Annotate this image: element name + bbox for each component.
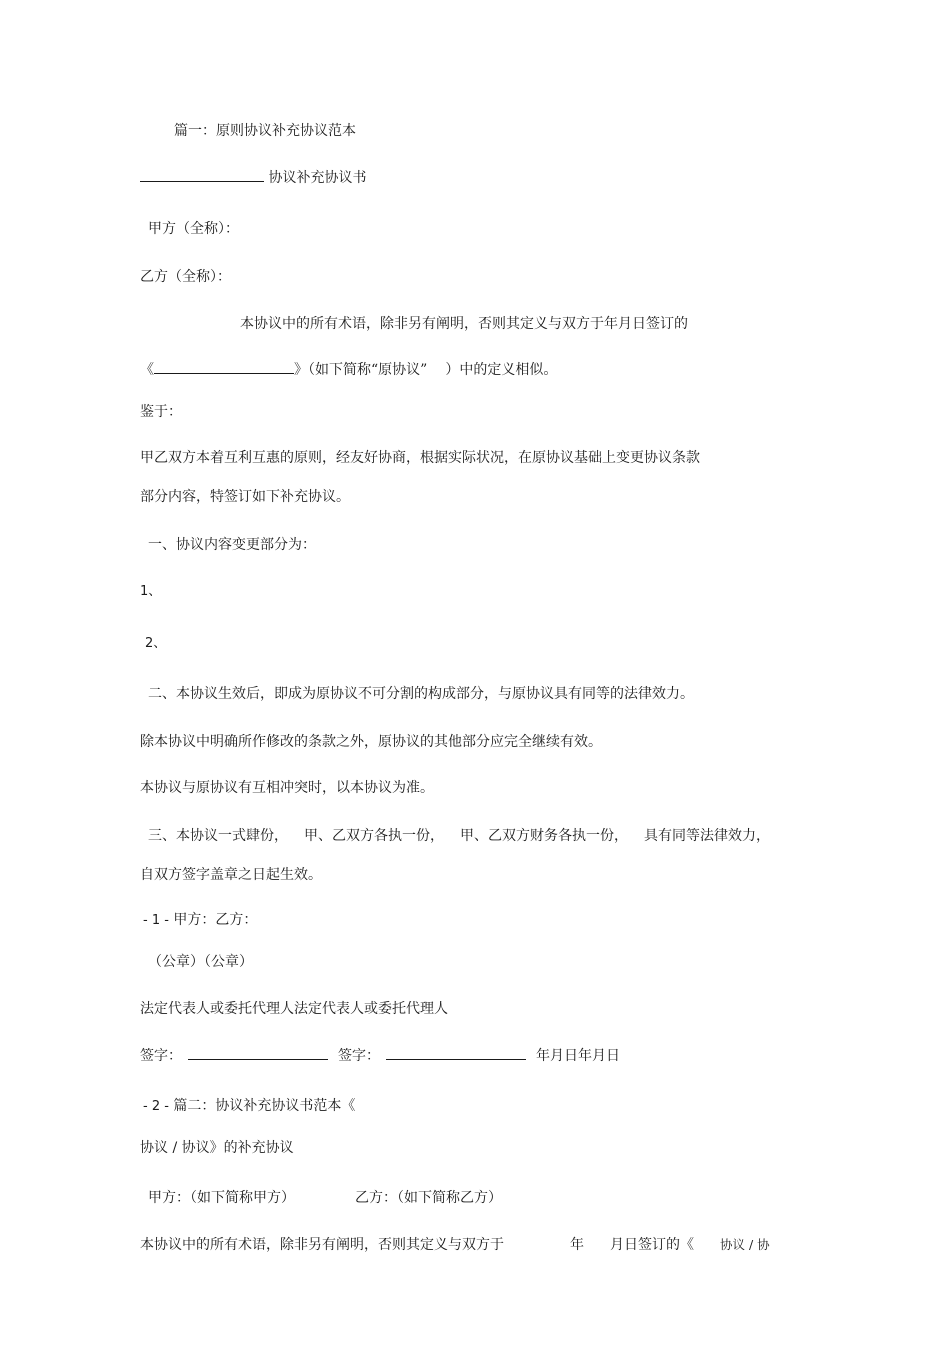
terms-tail: ）中的定义相似。 (445, 362, 558, 378)
sign-label-b: 签字： (338, 1048, 380, 1064)
whereas-line2: 部分内容，特签订如下补充协议。 (140, 489, 350, 505)
p2-terms-a: 本协议中的所有术语，除非另有阐明，否则其定义与双方于 (140, 1237, 504, 1253)
seals-line: （公章）（公章） (148, 954, 253, 970)
clause-2: 二、本协议生效后，即成为原协议不可分割的构成部分，与原协议具有同等的法律效力。 (148, 686, 694, 702)
p2-party-a: 甲方：（如下简称甲方） (148, 1190, 295, 1206)
p2-terms-year: 年 (570, 1237, 584, 1253)
section-heading-1: 篇一：原则协议补充协议范本 (174, 123, 356, 139)
page-marker-1: - 1 - (143, 913, 169, 928)
signature-line (140, 1046, 620, 1065)
original-agreement-blank (154, 360, 294, 374)
whereas-line1: 甲乙双方本着互利互惠的原则，经友好协商，根据实际状况，在原协议基础上变更协议条款 (140, 450, 700, 466)
section-heading-2-line (143, 1097, 355, 1116)
clause-3-part-d: 具有同等法律效力， (644, 828, 770, 844)
p2-terms-tail: 协议 / 协 (720, 1237, 770, 1252)
section-heading-2-sub: 协议 / 协议》的补充协议 (140, 1140, 294, 1156)
terms-paragraph-line2 (140, 360, 557, 379)
clause-3-line2: 自双方签字盖章之日起生效。 (140, 867, 322, 883)
party-a-label: 甲方（全称）： (148, 221, 239, 237)
signature-parties-line (143, 911, 257, 930)
bracket-close: 》（如下简称“原协议” (294, 362, 428, 378)
sign-label-a: 签字： (140, 1048, 182, 1064)
bracket-open: 《 (140, 362, 154, 378)
agreement-title (140, 168, 366, 187)
signature-parties: 甲方：乙方： (173, 912, 258, 928)
sign-dates: 年月日年月日 (536, 1048, 620, 1064)
clause-2-b: 除本协议中明确所作修改的条款之外，原协议的其他部分应完全继续有效。 (140, 734, 602, 750)
sign-blank-b (386, 1046, 526, 1060)
clause-1-item-2: 2、 (145, 636, 167, 651)
whereas-label: 鉴于： (140, 404, 182, 420)
sign-blank-a (188, 1046, 328, 1060)
p2-terms-line (140, 1236, 770, 1254)
p2-parties-line (148, 1189, 502, 1207)
page-marker-2: - 2 - (143, 1099, 169, 1114)
representatives-line: 法定代表人或委托代理人法定代表人或委托代理人 (140, 1001, 448, 1017)
clause-1: 一、协议内容变更部分为： (148, 537, 316, 553)
clause-3-part-a: 三、本协议一式肆份， (148, 828, 288, 844)
clause-2-c: 本协议与原协议有互相冲突时，以本协议为准。 (140, 780, 434, 796)
terms-paragraph-line1: 本协议中的所有术语，除非另有阐明，否则其定义与双方于年月日签订的 (240, 316, 688, 332)
clause-3-part-b: 甲、乙双方各执一份， (304, 828, 444, 844)
clause-1-item-1: 1、 (140, 584, 162, 599)
section-heading-2: 篇二：协议补充协议书范本《 (173, 1098, 356, 1114)
title-blank (140, 168, 264, 182)
p2-terms-day: 月日签订的《 (610, 1237, 694, 1253)
title-suffix: 协议补充协议书 (268, 170, 367, 186)
party-b-label: 乙方（全称）： (140, 269, 231, 285)
p2-party-b: 乙方：（如下简称乙方） (355, 1190, 502, 1206)
clause-3-part-c: 甲、乙双方财务各执一份， (460, 828, 628, 844)
clause-3-line1 (148, 827, 770, 845)
